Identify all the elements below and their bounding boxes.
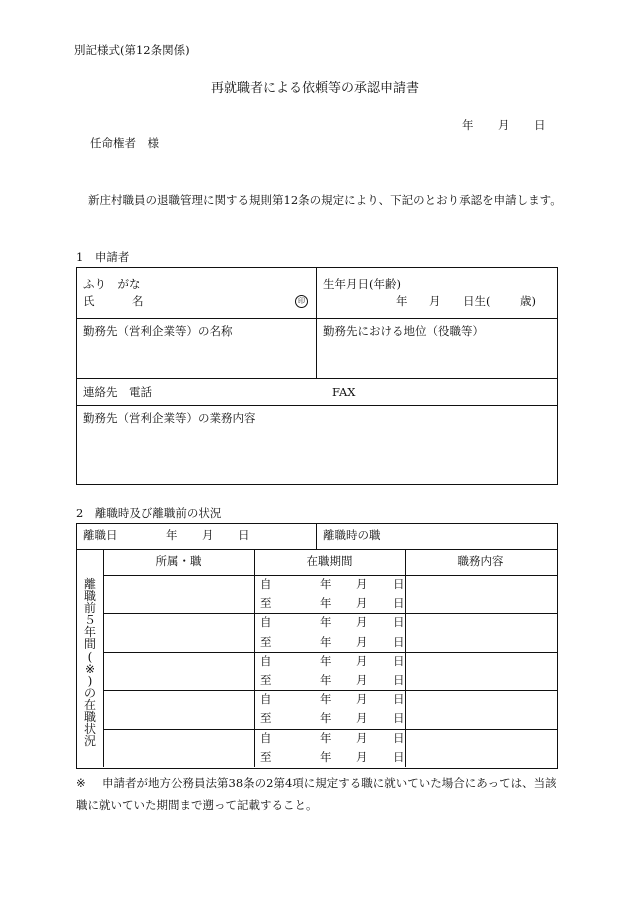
- period-from-label: 自: [260, 692, 272, 707]
- period-to-year: 年: [320, 673, 332, 687]
- period-to-year: 年: [320, 711, 332, 726]
- side-label-char: 職: [83, 589, 96, 604]
- applicant-row-divider: [76, 378, 557, 379]
- contact-phone-label: 連絡先 電話: [83, 385, 152, 399]
- fax-label: FAX: [332, 385, 356, 399]
- period-to-month: 月: [356, 596, 368, 611]
- history-col-divider: [254, 549, 255, 767]
- birth-year: 年: [396, 294, 408, 308]
- birth-day: 日生(: [463, 294, 491, 308]
- date-month: 月: [498, 118, 510, 132]
- period-to-day: 日: [393, 673, 405, 687]
- employer-position-label: 勤務先における地位（役職等）: [323, 324, 484, 338]
- addressee: 任命権者 様: [90, 136, 159, 150]
- period-to-label: 至: [260, 711, 272, 726]
- side-label-char: ): [87, 673, 93, 688]
- section2-heading: 2 離職時及び離職前の状況: [76, 506, 222, 520]
- col-duties-header: 職務内容: [457, 554, 504, 568]
- seal-mark: 印: [295, 295, 308, 308]
- side-label-char: 前: [83, 601, 96, 616]
- period-from-label: 自: [260, 615, 272, 630]
- birth-label: 生年月日(年齢): [323, 277, 401, 291]
- col-period-header: 在職期間: [306, 554, 353, 568]
- side-label-char: ５: [83, 613, 96, 628]
- side-label-vertical: [83, 578, 97, 747]
- section1-heading: 1 申請者: [76, 250, 130, 264]
- period-from-year: 年: [320, 692, 332, 707]
- side-label-char: 離: [83, 577, 96, 591]
- side-label-char: (: [87, 649, 93, 664]
- retire-day: 日: [238, 528, 250, 542]
- period-from-year: 年: [320, 615, 332, 630]
- business-description-label: 勤務先（営利企業等）の業務内容: [83, 411, 256, 425]
- intro-paragraph: 新庄村職員の退職管理に関する規則第12条の規定により、下記のとおり承認を申請します。: [88, 193, 562, 207]
- period-to-day: 日: [393, 596, 405, 611]
- period-from-month: 月: [356, 730, 368, 745]
- period-from-month: 月: [356, 692, 368, 707]
- history-row-divider: [76, 549, 557, 550]
- side-label-char: 在: [83, 697, 96, 712]
- applicant-row-divider: [76, 405, 557, 406]
- period-to-year: 年: [320, 596, 332, 611]
- period-to-day: 日: [393, 749, 405, 764]
- form-reference: 別記様式(第12条関係): [74, 43, 190, 57]
- side-label-char: 状: [83, 722, 96, 737]
- retire-year: 年: [166, 528, 178, 542]
- period-from-month: 月: [356, 577, 368, 591]
- retire-date-label: 離職日: [83, 528, 118, 542]
- birth-age: 歳): [520, 294, 536, 308]
- history-row-divider: [103, 575, 557, 576]
- side-label-char: 間: [83, 637, 96, 652]
- period-to-day: 日: [393, 634, 405, 649]
- period-from-label: 自: [260, 653, 272, 668]
- period-to-month: 月: [356, 711, 368, 726]
- period-from-label: 自: [260, 577, 272, 591]
- period-from-day: 日: [393, 692, 405, 707]
- period-to-month: 月: [356, 749, 368, 764]
- history-row-divider: [103, 652, 557, 653]
- period-to-day: 日: [393, 711, 405, 726]
- period-to-year: 年: [320, 749, 332, 764]
- col-affiliation-header: 所属・職: [155, 554, 202, 568]
- period-to-label: 至: [260, 596, 272, 611]
- period-to-label: 至: [260, 634, 272, 649]
- history-row-divider: [103, 690, 557, 691]
- applicant-col-divider: [316, 267, 317, 378]
- history-col-divider: [103, 549, 104, 767]
- date-year: 年: [462, 118, 474, 132]
- period-from-month: 月: [356, 615, 368, 630]
- period-from-year: 年: [320, 730, 332, 745]
- document-title: 再就職者による依頼等の承認申請書: [210, 81, 419, 96]
- period-from-day: 日: [393, 653, 405, 668]
- name-label: 氏: [83, 294, 95, 308]
- retire-post-label: 離職時の職: [323, 528, 381, 542]
- period-from-year: 年: [320, 653, 332, 668]
- name-label-2: 名: [132, 294, 144, 308]
- period-from-year: 年: [320, 577, 332, 591]
- side-label-char: 職: [83, 710, 96, 725]
- history-row-divider: [103, 729, 557, 730]
- footnote-mark: ※: [76, 776, 86, 790]
- side-label-char: 年: [83, 625, 96, 640]
- furigana-label: ふり がな: [83, 277, 141, 291]
- footnote-text: 申請者が地方公務員法第38条の2第4項に規定する職に就いていた場合にあっては、当該職に就いていた期間まで遡って記載すること。: [76, 776, 557, 812]
- period-from-day: 日: [393, 577, 405, 591]
- employer-name-label: 勤務先（営利企業等）の名称: [83, 324, 233, 338]
- period-from-day: 日: [393, 615, 405, 630]
- history-col-divider: [405, 549, 406, 767]
- retire-month: 月: [202, 528, 214, 542]
- period-from-month: 月: [356, 653, 368, 668]
- period-from-day: 日: [393, 730, 405, 745]
- date-day: 日: [534, 118, 546, 132]
- period-to-year: 年: [320, 634, 332, 649]
- history-col-divider: [316, 523, 317, 549]
- side-label-char: の: [83, 685, 96, 700]
- period-to-label: 至: [260, 749, 272, 764]
- history-row-divider: [103, 613, 557, 614]
- period-to-label: 至: [260, 673, 272, 687]
- period-from-label: 自: [260, 730, 272, 745]
- period-to-month: 月: [356, 673, 368, 687]
- side-label-char: 況: [83, 734, 96, 749]
- side-label-char: ※: [84, 661, 96, 676]
- period-to-month: 月: [356, 634, 368, 649]
- birth-month: 月: [429, 294, 441, 308]
